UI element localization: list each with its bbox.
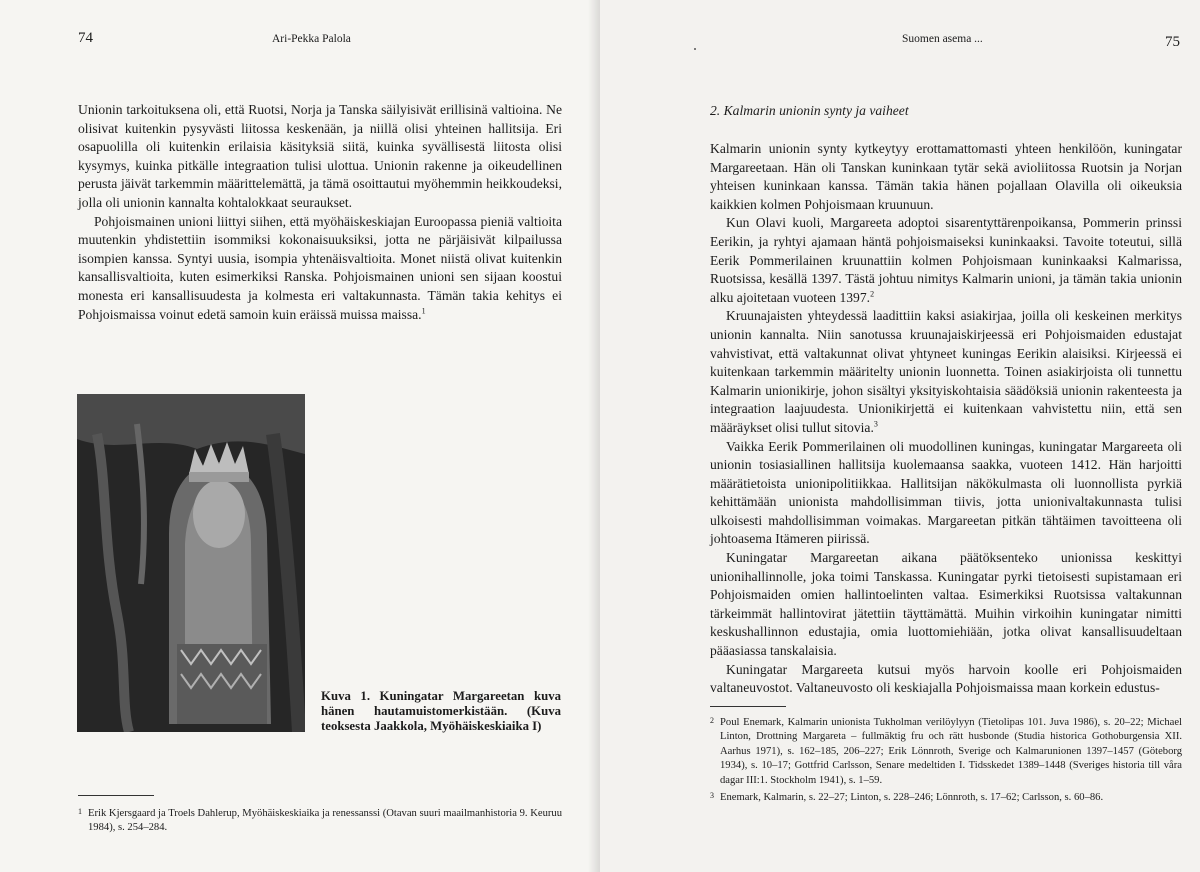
photo-caption: Kuva 1. Kuningatar Margareetan kuva hänen hautamuistomerkistään. (Kuva teoksesta Jaakkola, Myöhäiskeskiaika I)	[321, 689, 561, 733]
right-paragraph-5-text: Kuningatar Margareetan aikana päätöksenteko unionissa keskittyi unionihallinnolle, joka toimi Tanskassa. Kuningatar pyrki tietoisesti supistamaan eri Pohjoismaiden omien hallintoelinten valtaa. Esimerkiksi Ruotsissa valtakunnan tärkeimmät hallintovirat jätettiin täyttämättä. Muihin virkoihin kuningatar nimitti keskushallinnon edustajia, omia luottomiehiään, jotka olivat kansallisuudeltaan pääasiassa tanskalaisia.	[710, 550, 1182, 659]
footnote-1-text: Erik Kjersgaard ja Troels Dahlerup, Myöhäiskeskiaika ja renessanssi (Otavan suuri maailmanhistoria 9. Keuruu 1984), s. 254–284.	[88, 808, 562, 834]
footnote-rule-right	[710, 706, 786, 707]
right-footnotes	[710, 716, 1182, 808]
right-page	[600, 0, 1200, 872]
left-paragraph-1: Unionin tarkoituksena oli, että Ruotsi, Norja ja Tanska säilyisivät erillisinä valtioina. Ne olisivat kuitenkin pysyvästi liitossa keskenään, ja niillä olisi yhteinen hallitsija. Eri osapuolilla oli kuitenkin erilaisia käsityksiä siitä, kuinka syvällisestä liitosta olisi kysymys, kuinka pitkälle integraation tulisi ulottua. Unionin rakenne ja oikeudellinen perusta jäivät tarkemmin määrittelemättä, ja tämä osoittautui myöhemmin heikkoudeksi, jolla oli unionin kannalta kohtalokkaat seuraukset.	[78, 102, 562, 210]
right-paragraph-6-text: Kuningatar Margareeta kutsui myös harvoin koolle eri Pohjoismaiden valtaneuvostot. Valtaneuvosto oli keskiajalla Pohjoismaissa maan korkein edustus-	[710, 661, 1182, 696]
footnote-ref-3[interactable]: 3	[873, 419, 878, 429]
scan-speck	[694, 48, 696, 50]
right-paragraph-6	[710, 661, 1182, 698]
right-paragraph-5	[710, 549, 1182, 661]
right-paragraph-1	[710, 140, 1182, 214]
page-number-right: 75	[1165, 34, 1180, 50]
page-number-left: 74	[78, 30, 93, 46]
running-head-left: Ari-Pekka Palola	[272, 33, 351, 45]
left-body	[78, 101, 562, 324]
footnote-3	[710, 791, 1182, 805]
right-paragraph-1-text: Kalmarin unionin synty kytkeytyy erottamattomasti yhteen henkilöön, kuningatar Margareetaan. Hän oli Tanskan kuninkaan tytär sekä avioliitossa Ruotsin ja Norjan yhteisen kuninkaan kanssa. Tämän takia hänen pojallaan Olavilla oli oikeuksia kaikkien kolmen Pohjoismaan kruunuun.	[710, 141, 1182, 212]
left-footnotes	[78, 807, 562, 839]
footnote-rule-left	[78, 795, 154, 796]
queen-margareta-photo	[77, 394, 305, 732]
right-body	[710, 140, 1182, 698]
footnote-1-number: 1	[78, 807, 82, 816]
right-paragraph-2-text: Kun Olavi kuoli, Margareeta adoptoi sisarentyttärenpoikansa, Pommerin prinssi Eerikin, ja ryhtyi ajamaan häntä pohjoismaiseksi kuninkaaksi. Tavoite toteutui, sillä Eerik Pommerilainen kruunattiin kolmen Pohjoismaan kuninkaaksi Kalmarissa, Ruotsissa, kesällä 1397. Tästä johtuu nimitys Kalmarin unioni, ja tämän takia unionin alku ajoitetaan vuoteen 1397.	[710, 215, 1182, 305]
footnote-3-text: Enemark, Kalmarin, s. 22–27; Linton, s. 228–246; Lönnroth, s. 17–62; Carlsson, s. 60–86.	[720, 792, 1104, 804]
right-paragraph-4	[710, 438, 1182, 550]
footnote-1	[78, 807, 562, 836]
right-paragraph-2	[710, 214, 1182, 307]
footnote-ref-1[interactable]: 1	[421, 306, 426, 315]
running-head-right: Suomen asema ...	[902, 33, 983, 45]
footnote-2	[710, 716, 1182, 788]
right-paragraph-3	[710, 307, 1182, 437]
right-paragraph-4-text: Vaikka Eerik Pommerilainen oli muodollinen kuningas, kuningatar Margareeta oli unionin tosiasiallinen hallitsija kuolemaansa saakka, vuoteen 1412. Hän harjoitti määrätietoista unionipolitiikkaa. Hallitsijan näkökulmasta oli luonnollista pyrkiä kehittämään unionista mahdollisimman tiivis, jotta unionivaltakunnasta tulisi ulkoisesti mahdollisimman voimakas. Margareetan pitkän tähtäimen tavoitteena oli johtoasema Itämeren piirissä.	[710, 438, 1182, 547]
left-paragraph-2	[78, 213, 562, 325]
tomb-effigy-image	[77, 394, 305, 732]
footnote-3-number: 3	[710, 791, 714, 801]
footnote-2-number: 2	[710, 716, 714, 725]
right-paragraph-3-text: Kruunajaisten yhteydessä laadittiin kaksi asiakirjaa, joilla oli keskeinen merkitys unionin kannalta. Niin sanotussa kruunajaiskirjeessä eri Pohjoismaiden edustajat vahvistivat, että valtakunnat olivat yhtyneet kuningas Eerikin alaisiksi. Kirjeessä ei kuitenkaan tarkemmin määritelty unionin luonnetta. Toinen asiakirjoista oli tunnettu Kalmarin unionikirje, johon sisältyi yksityiskohtaisia säädöksiä unionin rakenteesta ja integraation laajuudesta. Unionikirjettä ei kuitenkaan vahvistettu niin, että sen määräykset olisi tullut sitovia.	[710, 308, 1182, 435]
footnote-2-text: Poul Enemark, Kalmarin unionista Tukholman verilöylyyn (Tietolipas 101. Juva 1986), s. 20–22; Michael Linton, Drottning Margareta – fullmäktig fru och rätt husbonde (Studia historica Gothoburgensia XII. Aarhus 1971), s. 162–185, 206–227; Erik Lönnroth, Sverige och Kalmarunionen 1397–1457 (Göteborg 1934), s. 10–17; Gottfrid Carlsson, Senare medeltiden I. Tidsskedet 1389–1448 (Sveriges historia till våra dagar III:1. Stockholm 1941), s. 1–59.	[720, 717, 1182, 786]
left-paragraph-2-text: Pohjoismainen unioni liittyi siihen, että myöhäiskeskiajan Euroopassa pieniä valtioita muutenkin yhdistettiin isommiksi kokonaisuuksiksi, jotta ne pärjäisivät kilpailussa isompien kanssa. Syntyi uusia, isompia yhtenäisvaltioita. Monet niistä olivat kuitenkin kansallisvaltioita, kuten esimerkiksi Ranska. Pohjoismainen unioni sen sijaan koostui monesta eri kansallisuudesta ja kolmesta eri valtakunnasta. Tämän takia kehitys ei Pohjoismaissa voinut edetä samoin kuin eräissä muissa maissa.	[78, 213, 562, 322]
footnote-ref-2[interactable]: 2	[870, 289, 875, 299]
section-title: 2. Kalmarin unionin synty ja vaiheet	[710, 103, 909, 118]
